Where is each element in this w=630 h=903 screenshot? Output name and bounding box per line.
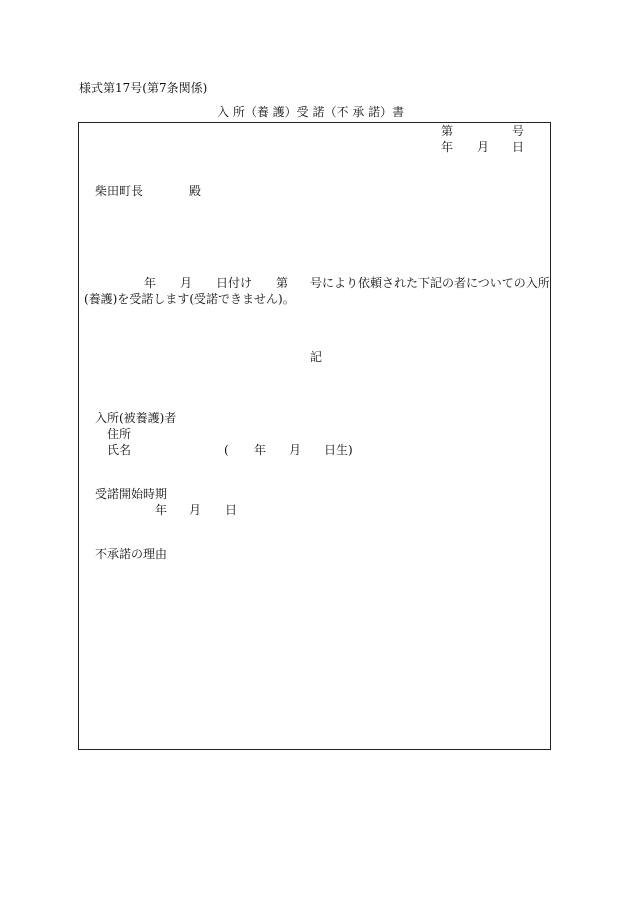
- doc-date-year: 年: [441, 140, 454, 154]
- form-frame: [78, 122, 551, 750]
- birth-open-paren: (: [224, 443, 229, 457]
- document-title: 入 所（養 護）受 諾（不 承 諾）書: [217, 105, 405, 119]
- body-month: 月: [180, 276, 193, 290]
- body-line1-text: 号により依頼された下記の者についての入所: [310, 276, 550, 290]
- ki-heading: 記: [310, 350, 323, 364]
- form-number: 様式第17号(第7条関係): [79, 81, 208, 95]
- doc-date-month: 月: [477, 140, 490, 154]
- addressee-honorific: 殿: [189, 184, 202, 198]
- start-date-year: 年: [155, 503, 168, 517]
- start-date-day: 日: [225, 503, 238, 517]
- birth-day: 日生): [324, 443, 353, 457]
- body-year: 年: [144, 276, 157, 290]
- body-line2: (養護)を受諾します(受諾できません)。: [84, 292, 295, 306]
- subject-address-label: 住所: [107, 427, 132, 441]
- birth-year: 年: [254, 443, 267, 457]
- doc-date-day: 日: [512, 140, 525, 154]
- addressee-name: 柴田町長: [95, 184, 144, 198]
- body-no-prefix: 第: [276, 276, 289, 290]
- doc-number-prefix: 第: [441, 124, 454, 138]
- start-date-month: 月: [189, 503, 202, 517]
- body-day: 日付け: [216, 276, 253, 290]
- refusal-reason-heading: 不承諾の理由: [95, 547, 168, 561]
- start-date-heading: 受諾開始時期: [95, 487, 168, 501]
- birth-month: 月: [289, 443, 302, 457]
- doc-number-suffix: 号: [512, 124, 525, 138]
- subject-heading: 入所(被養護)者: [95, 411, 177, 425]
- subject-name-label: 氏名: [107, 443, 132, 457]
